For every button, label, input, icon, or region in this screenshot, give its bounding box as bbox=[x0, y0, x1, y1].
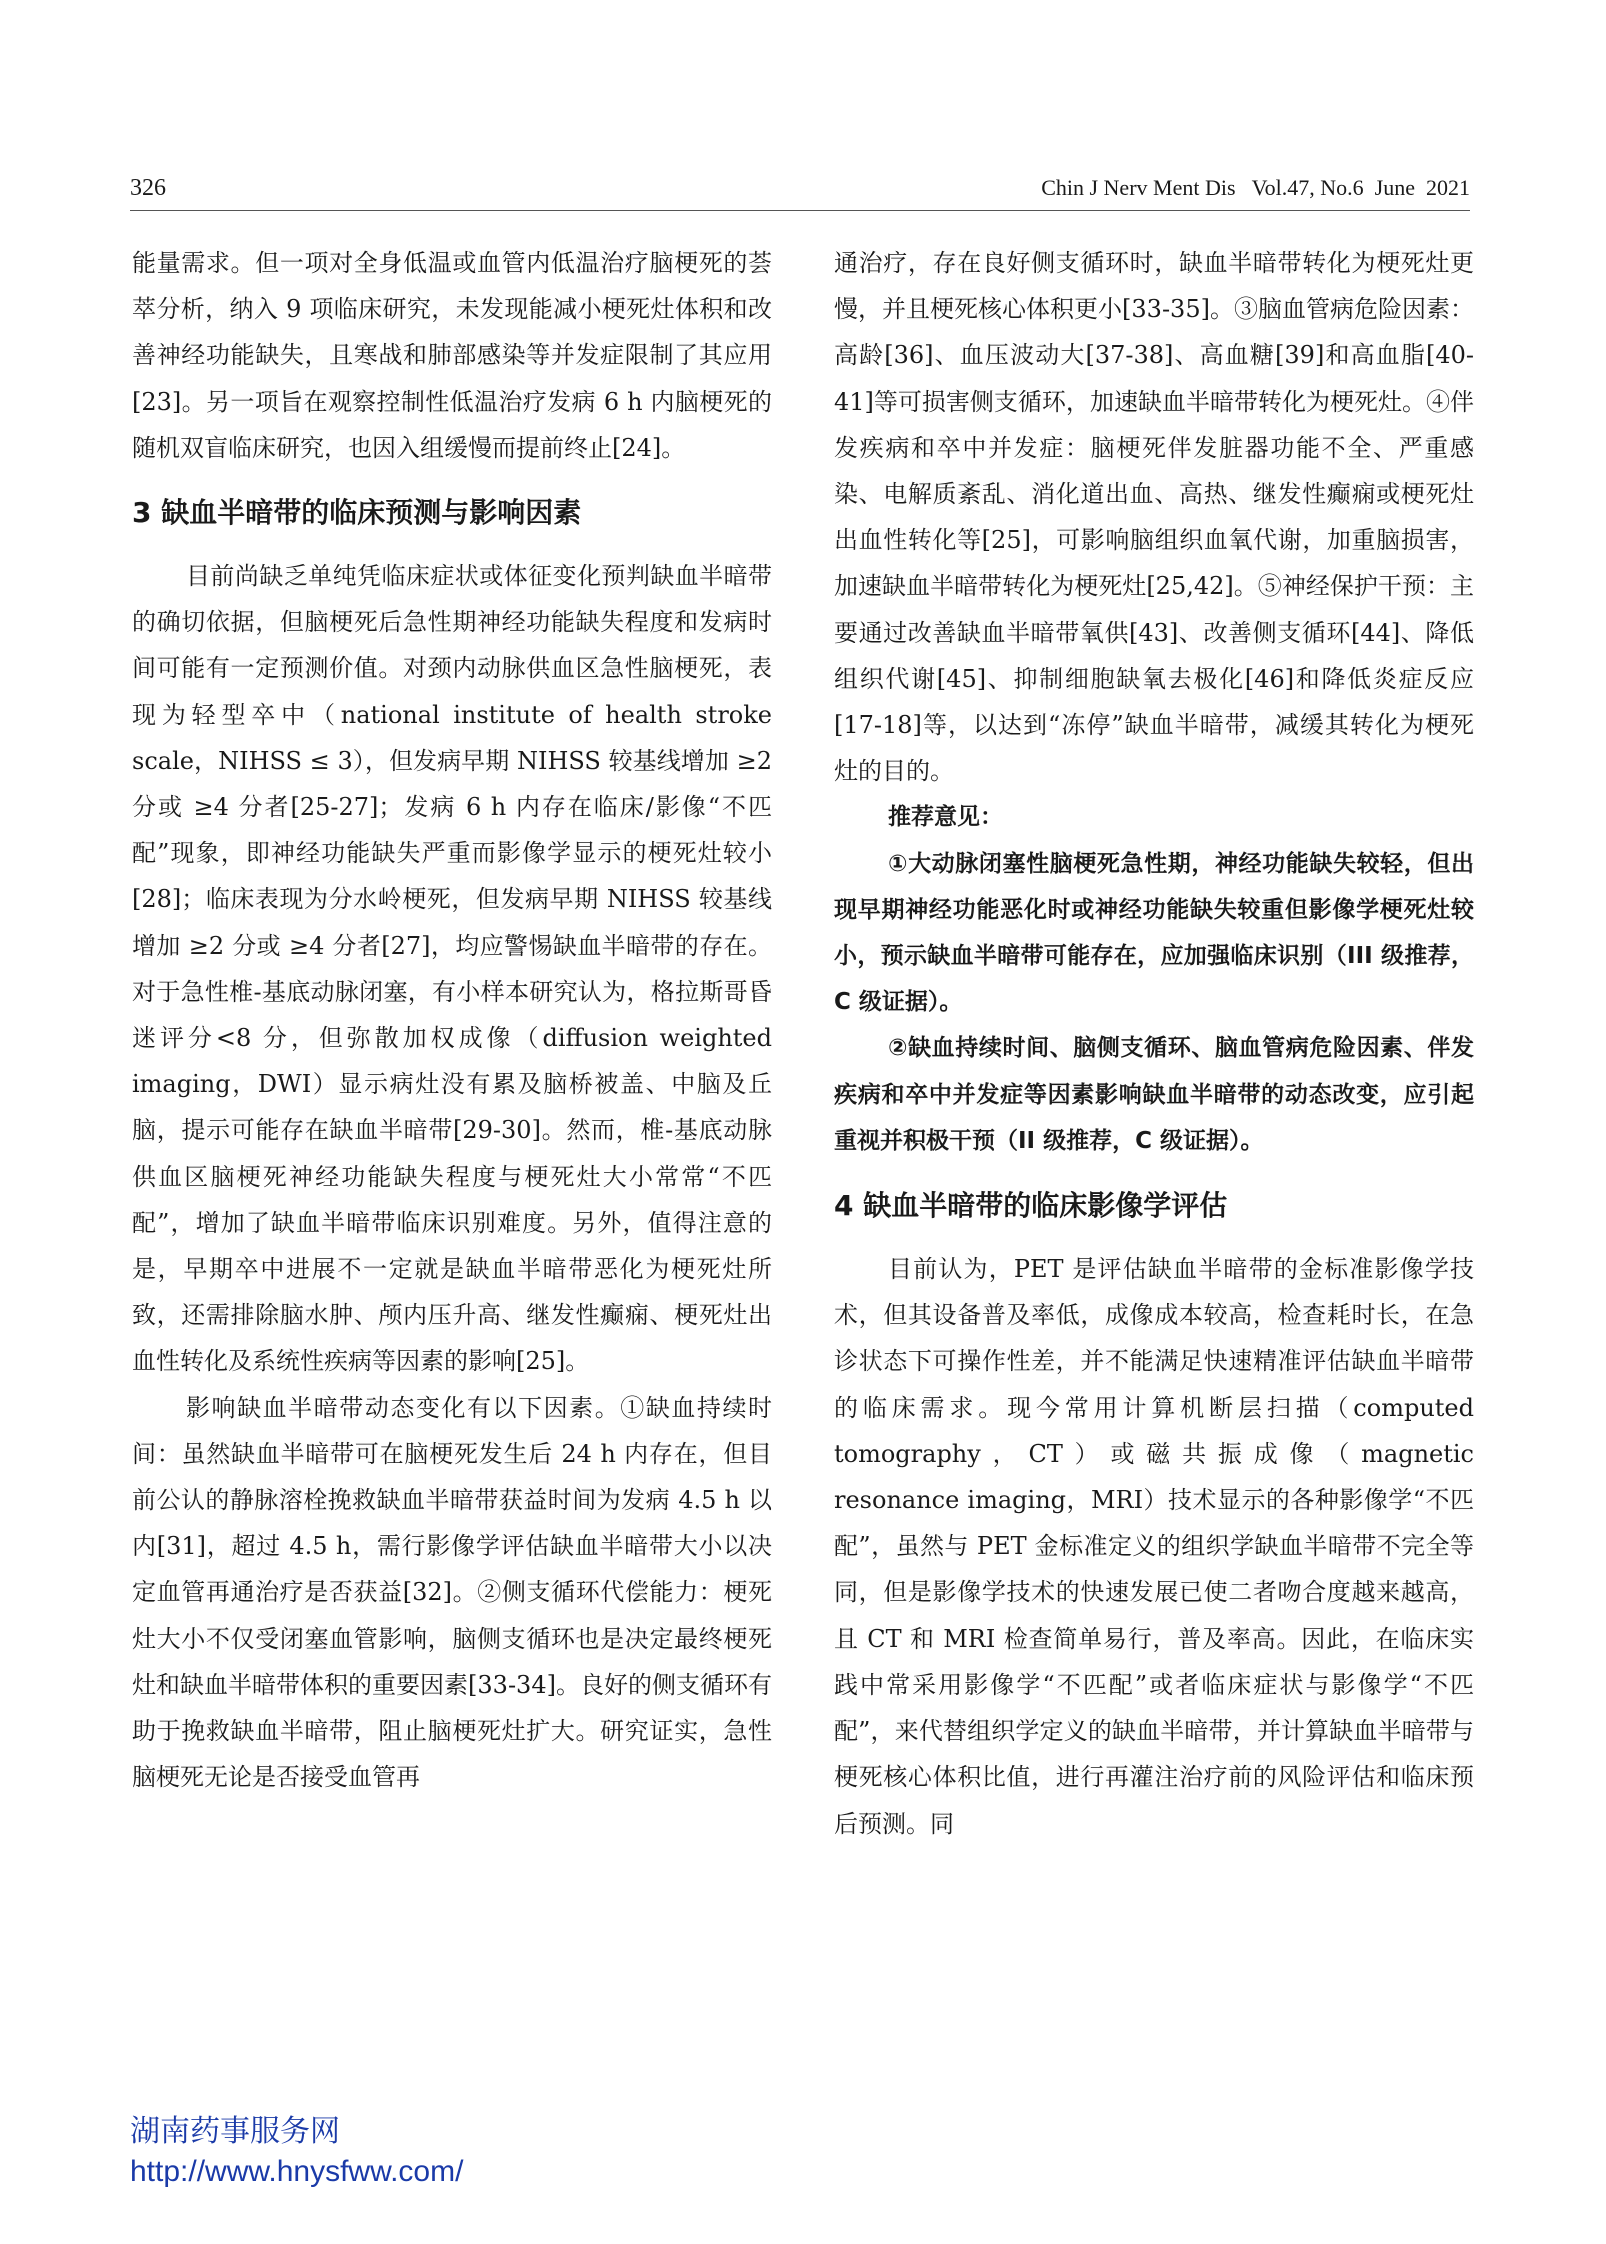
watermark-footer bbox=[130, 2112, 463, 2192]
paragraph: 目前认为，PET 是评估缺血半暗带的金标准影像学技术，但其设备普及率低，成像成本较高，检查耗时长，在急诊状态下可操作性差，并不能满足快速精准评估缺血半暗带的临床需求。现今常用计算机断层扫描（computed tomography，CT）或磁共振成像（magnetic resonance imaging，MRI）技术显示的各种影像学“不匹配”，虽然与 PET 金标准定义的组织学缺血半暗带不完全等同，但是影像学技术的快速发展已使二者吻合度越来越高，且 CT 和 MRI 检查简单易行，普及率高。因此，在临床实践中常采用影像学“不匹配”或者临床症状与影像学“不匹配”，来代替组织学定义的缺血半暗带，并计算缺血半暗带与梗死核心体积比值，进行再灌注治疗前的风险评估和临床预后预测。同 bbox=[834, 1255, 1474, 1838]
section-heading: 4 缺血半暗带的临床影像学评估 bbox=[834, 1189, 1228, 1223]
section-heading: 3 缺血半暗带的临床预测与影响因素 bbox=[132, 496, 582, 530]
site-name: 湖南药事服务网 bbox=[130, 2115, 340, 2148]
paragraph: 影响缺血半暗带动态变化有以下因素。①缺血持续时间：虽然缺血半暗带可在脑梗死发生后 24 h 内存在，但目前公认的静脉溶栓挽救缺血半暗带获益时间为发病 4.5 h 以内[31]，超过 4.5 h，需行影像学评估缺血半暗带大小以决定血管再通治疗是否获益[32]。②侧支循环代偿能力：梗死灶大小不仅受闭塞血管影响，脑侧支循环也是决定最终梗死灶和缺血半暗带体积的重要因素[33-34]。良好的侧支循环有助于挽救缺血半暗带，阻止脑梗死灶扩大。研究证实，急性脑梗死无论是否接受血管再 bbox=[132, 1393, 772, 1792]
header-rule bbox=[130, 210, 1470, 211]
site-url-link[interactable]: http://www.hnysfww.com/ bbox=[130, 2155, 464, 2188]
page-number: 326 bbox=[130, 175, 166, 201]
paragraph: 通治疗，存在良好侧支循环时，缺血半暗带转化为梗死灶更慢，并且梗死核心体积更小[33-35]。③脑血管病危险因素：高龄[36]、血压波动大[37-38]、高血糖[39]和高血脂[40-41]等可损害侧支循环，加速缺血半暗带转化为梗死灶。④伴发疾病和卒中并发症：脑梗死伴发脏器功能不全、严重感染、电解质紊乱、消化道出血、高热、继发性癫痫或梗死灶出血性转化等[25]，可影响脑组织血氧代谢，加重脑损害，加速缺血半暗带转化为梗死灶[25,42]。⑤神经保护干预：主要通过改善缺血半暗带氧供[43]、改善侧支循环[44]、降低组织代谢[45]、抑制细胞缺氧去极化[46]和降低炎症反应[17-18]等，以达到“冻停”缺血半暗带，减缓其转化为梗死灶的目的。 bbox=[834, 249, 1474, 786]
paragraph: 目前尚缺乏单纯凭临床症状或体征变化预判缺血半暗带的确切依据，但脑梗死后急性期神经功能缺失程度和发病时间可能有一定预测价值。对颈内动脉供血区急性脑梗死，表现为轻型卒中（national institute of health stroke scale，NIHSS ≤ 3），但发病早期 NIHSS 较基线增加 ≥2 分或 ≥4 分者[25-27]；发病 6 h 内存在临床/影像“不匹配”现象，即神经功能缺失严重而影像学显示的梗死灶较小[28]；临床表现为分水岭梗死，但发病早期 NIHSS 较基线增加 ≥2 分或 ≥4 分者[27]，均应警惕缺血半暗带的存在。对于急性椎-基底动脉闭塞，有小样本研究认为，格拉斯哥昏迷评分<8 分，但弥散加权成像（diffusion weighted imaging，DWI）显示病灶没有累及脑桥被盖、中脑及丘脑，提示可能存在缺血半暗带[29-30]。然而，椎-基底动脉供血区脑梗死神经功能缺失程度与梗死灶大小常常“不匹配”，增加了缺血半暗带临床识别难度。另外，值得注意的是，早期卒中进展不一定就是缺血半暗带恶化为梗死灶所致，还需排除脑水肿、颅内压升高、继发性癫痫、梗死灶出血性转化及系统性疾病等因素的影响[25]。 bbox=[132, 562, 772, 1376]
right-column bbox=[834, 240, 1474, 1847]
paragraph: 能量需求。但一项对全身低温或血管内低温治疗脑梗死的荟萃分析，纳入 9 项临床研究，未发现能减小梗死灶体积和改善神经功能缺失，且寒战和肺部感染等并发症限制了其应用[23]。另一项旨在观察控制性低温治疗发病 6 h 内脑梗死的随机双盲临床研究，也因入组缓慢而提前终止[24]。 bbox=[132, 249, 772, 462]
left-column bbox=[132, 240, 772, 1801]
recommendation-2: ②缺血持续时间、脑侧支循环、脑血管病危险因素、伴发疾病和卒中并发症等因素影响缺血半暗带的动态改变，应引起重视并积极干预（II 级推荐，C 级证据）。 bbox=[834, 1035, 1474, 1154]
recommendation-1: ①大动脉闭塞性脑梗死急性期，神经功能缺失较轻，但出现早期神经功能恶化时或神经功能缺失较重但影像学梗死灶较小，预示缺血半暗带可能存在，应加强临床识别（III 级推荐，C 级证据）。 bbox=[834, 850, 1474, 1016]
page-header bbox=[0, 175, 1606, 215]
recommendation-label: 推荐意见： bbox=[888, 804, 1003, 831]
journal-citation: Chin J Nerv Ment Dis Vol.47, No.6 June 2021 bbox=[1041, 175, 1470, 200]
